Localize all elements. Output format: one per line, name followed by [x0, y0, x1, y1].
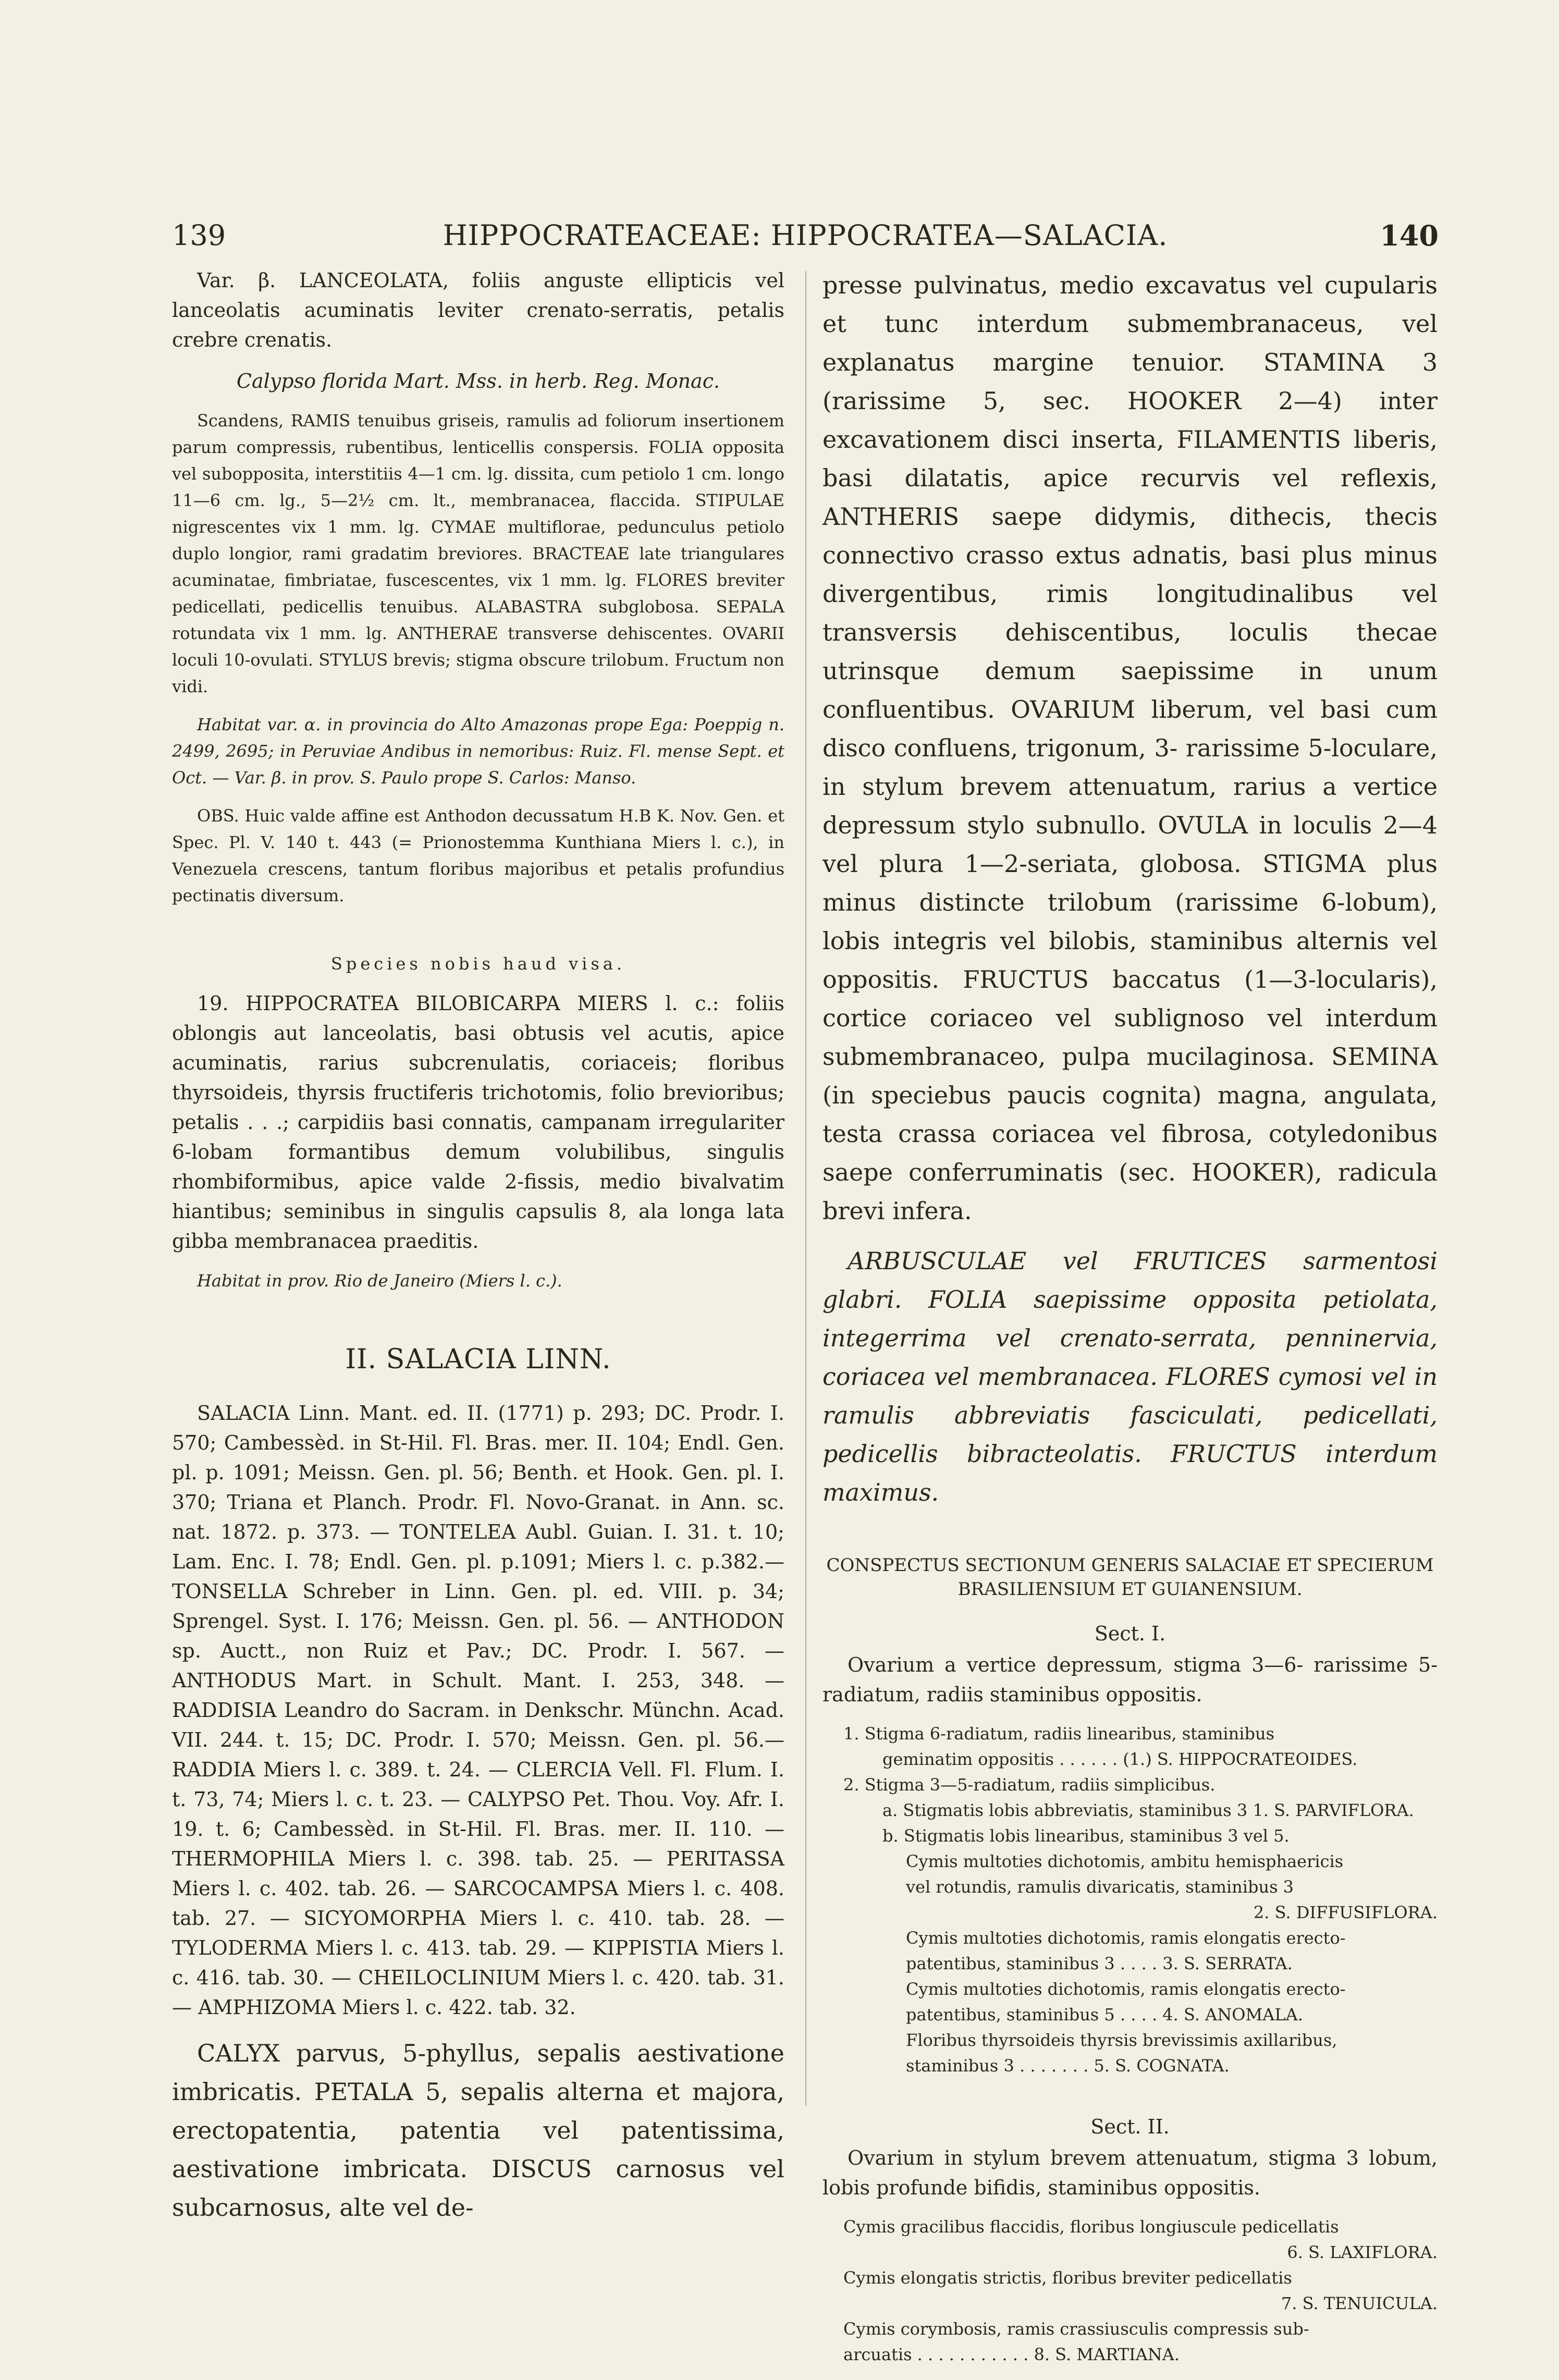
- key-line-text: staminibus 3 . . . . . . . 5. S. COGNATA.: [906, 2056, 1230, 2076]
- key-line-text: Cymis corymbosis, ramis crassiusculis compressis sub-: [843, 2319, 1309, 2339]
- section-2-key: [823, 2214, 1438, 2367]
- key-line-text: 7. S. TENUICULA.: [1281, 2293, 1438, 2313]
- synonym-line: Calypso florida Mart. Mss. in herb. Reg. Monac.: [236, 370, 720, 392]
- key-line: [823, 1925, 1438, 1951]
- key-line: [823, 1977, 1438, 2002]
- key-line-text: Cymis multoties dichotomis, ramis elongatis erecto-: [906, 1928, 1346, 1948]
- key-line-text: Cymis multoties dichotomis, ramis elongatis erecto-: [906, 1979, 1346, 1999]
- habit-description: ARBUSCULAE vel FRUTICES sarmentosi glabri. FOLIA saepissime opposita petiolata, integerrima vel crenato-serrata, penninervia, coriacea vel membranacea. FLORES cymosi vel in ramulis abbreviatis fasciculati, pedicellati, pedicellis bibracteolatis. FRUCTUS interdum maximus.: [823, 1247, 1438, 1506]
- key-line: [823, 1747, 1438, 1772]
- species-19-description: 19. HIPPOCRATEA BILOBICARPA MIERS l. c.: foliis oblongis aut lanceolatis, basi obtusis vel acutis, apice acuminatis, rarius subcrenulatis, coriaceis; floribus thyrsoideis, thyrsis fructiferis trichotomis, folio brevioribus; petalis . . .; carpidiis basi connatis, campanam irregulariter 6-lobam formantibus demum volubilibus, singulis rhombiformibus, apice valde 2-fissis, medio bivalvatim hiantibus; seminibus in singulis capsulis 8, ala longa lata gibba membranacea praeditis.: [172, 992, 784, 1253]
- key-line-text: Cymis elongatis strictis, floribus breviter pedicellatis: [843, 2268, 1292, 2288]
- key-line: [823, 1721, 1438, 1747]
- calyx-description: CALYX parvus, 5-phyllus, sepalis aestivatione imbricatis. PETALA 5, sepalis alterna et majora, erectopatentia, patentia vel patentissima, aestivatione imbricata. DISCUS carnosus vel subcarnosus, alte vel de-: [172, 2039, 784, 2222]
- key-line: [823, 2342, 1438, 2367]
- habitat-note: Habitat var. α. in provincia do Alto Amazonas prope Ega: Poeppig n. 2499, 2695; in Peruviae Andibus in nemoribus: Ruiz. Fl. mense Sept. et Oct. — Var. β. in prov. S. Paulo prope S. Carlos: Manso.: [172, 715, 784, 788]
- conspectus-heading: CONSPECTUS SECTIONUM GENERIS SALACIAE ET SPECIERUM BRASILIENSIUM ET GUIANENSIUM.: [826, 1555, 1434, 1600]
- key-line-text: patentibus, staminibus 5 . . . . 4. S. ANOMALA.: [906, 2005, 1303, 2025]
- key-line: [823, 2002, 1438, 2028]
- key-line: [823, 2291, 1438, 2316]
- variety-description: Var. β. LANCEOLATA, foliis anguste ellipticis vel lanceolatis acuminatis leviter crenato-serratis, petalis crebre crenatis.: [172, 269, 784, 351]
- key-line-text: 1. Stigma 6-radiatum, radiis linearibus, staminibus: [843, 1724, 1274, 1744]
- key-line: [823, 1849, 1438, 1874]
- morphology-description: Scandens, RAMIS tenuibus griseis, ramulis ad foliorum insertionem parum compressis, rubentibus, lenticellis conspersis. FOLIA opposita vel subopposita, interstitiis 4—1 cm. lg. dissita, cum petiolo 1 cm. longo 11—6 cm. lg., 5—2½ cm. lt., membranacea, flaccida. STIPULAE nigrescentes vix 1 mm. lg. CYMAE multiflorae, pedunculus petiolo duplo longior, rami gradatim breviores. BRACTEAE late triangulares acuminatae, fimbriatae, fuscescentes, vix 1 mm. lg. FLORES breviter pedicellati, pedicellis tenuibus. ALABASTRA subglobosa. SEPALA rotundata vix 1 mm. lg. ANTHERAE transverse dehiscentes. OVARII loculi 10-ovulati. STYLUS brevis; stigma obscure trilobum. Fructum non vidi.: [172, 411, 784, 696]
- left-column: [172, 266, 784, 2238]
- key-line-text: Floribus thyrsoideis thyrsis brevissimis axillaribus,: [906, 2030, 1337, 2050]
- key-line-text: arcuatis . . . . . . . . . . . 8. S. MARTIANA.: [843, 2345, 1180, 2364]
- key-line: [823, 2265, 1438, 2291]
- observation-note: OBS. Huic valde affine est Anthodon decussatum H.B K. Nov. Gen. et Spec. Pl. V. 140 t. 443 (= Prionostemma Kunthiana Miers l. c.), in Venezuela crescens, tantum floribus majoribus et petalis profundius pectinatis diversum.: [172, 806, 784, 905]
- key-line: [823, 2240, 1438, 2265]
- key-line: [823, 1772, 1438, 1798]
- section-1-key: [823, 1721, 1438, 2079]
- key-line-text: patentibus, staminibus 3 . . . . 3. S. SERRATA.: [906, 1954, 1293, 1973]
- key-line: [823, 1900, 1438, 1925]
- genus-synonymy: SALACIA Linn. Mant. ed. II. (1771) p. 293; DC. Prodr. I. 570; Cambessèd. in St-Hil. Fl. Bras. mer. II. 104; Endl. Gen. pl. p. 1091; Meissn. Gen. pl. 56; Benth. et Hook. Gen. pl. I. 370; Triana et Planch. Prodr. Fl. Novo-Granat. in Ann. sc. nat. 1872. p. 373. — TONTELEA Aubl. Guian. I. 31. t. 10; Lam. Enc. I. 78; Endl. Gen. pl. p.1091; Miers l. c. p.382.— TONSELLA Schreber in Linn. Gen. pl. ed. VIII. p. 34; Sprengel. Syst. I. 176; Meissn. Gen. pl. 56. — ANTHODON sp. Auctt., non Ruiz et Pav.; DC. Prodr. I. 567. — ANTHODUS Mart. in Schult. Mant. I. 253, 348. — RADDISIA Leandro do Sacram. in Denkschr. Münchn. Acad. VII. 244. t. 15; DC. Prodr. I. 570; Meissn. Gen. pl. 56.— RADDIA Miers l. c. 389. t. 24. — CLERCIA Vell. Fl. Flum. I. t. 73, 74; Miers l. c. t. 23. — CALYPSO Pet. Thou. Voy. Afr. I. 19. t. 6; Cambessèd. in St-Hil. Fl. Bras. mer. II. 110. — THERMOPHILA Miers l. c. 398. tab. 25. — PERITASSA Miers l. c. 402. tab. 26. — SARCOCAMPSA Miers l. c. 408. tab. 27. — SICYOMORPHA Miers l. c. 410. tab. 28. — TYLODERMA Miers l. c. 413. tab. 29. — KIPPISTIA Miers l. c. 416. tab. 30. — CHEILOCLINIUM Miers l. c. 420. tab. 31. — AMPHIZOMA Miers l. c. 422. tab. 32.: [172, 1402, 784, 2019]
- key-line: [823, 1798, 1438, 1823]
- key-line: [823, 1874, 1438, 1900]
- right-column: [823, 266, 1438, 2367]
- key-line-text: b. Stigmatis lobis linearibus, staminibus 3 vel 5.: [882, 1826, 1290, 1846]
- key-line-text: Cymis multoties dichotomis, ambitu hemisphaericis: [906, 1851, 1344, 1871]
- section-1-description: Ovarium a vertice depressum, stigma 3—6- rarissime 5-radiatum, radiis staminibus oppositis.: [823, 1653, 1438, 1706]
- running-header: [172, 214, 1439, 261]
- genus-description-continued: presse pulvinatus, medio excavatus vel cupularis et tunc interdum submembranaceus, vel explanatus margine tenuior. STAMINA 3 (rarissime 5, sec. HOOKER 2—4) inter excavationem disci inserta, FILAMENTIS liberis, basi dilatatis, apice recurvis vel reflexis, ANTHERIS saepe didymis, dithecis, thecis connectivo crasso extus adnatis, basi plus minus divergentibus, rimis longitudinalibus vel transversis dehiscentibus, loculis thecae utrinsque demum saepissime in unum confluentibus. OVARIUM liberum, vel basi cum disco confluens, trigonum, 3- rarissime 5-loculare, in stylum brevem attenuatum, rarius a vertice depressum stylo subnullo. OVULA in loculis 2—4 vel plura 1—2-seriata, globosa. STIGMA plus minus distincte trilobum (rarissime 6-lobum), lobis integris vel bilobis, staminibus alternis vel oppositis. FRUCTUS baccatus (1—3-locularis), cortice coriaceo vel sublignoso vel interdum submembranaceo, pulpa mucilaginosa. SEMINA (in speciebus paucis cognita) magna, angulata, testa crassa coriacea vel fibrosa, cotyledonibus saepe conferruminatis (sec. HOOKER), radicula brevi infera.: [823, 271, 1438, 1225]
- key-line-text: 2. Stigma 3—5-radiatum, radiis simplicibus.: [843, 1775, 1216, 1795]
- section-2-description: Ovarium in stylum brevem attenuatum, stigma 3 lobum, lobis profunde bifidis, staminibus oppositis.: [823, 2146, 1438, 2199]
- section-2-heading: Sect. II.: [1090, 2115, 1170, 2138]
- column-divider: [805, 271, 806, 2106]
- key-line: [823, 2053, 1438, 2079]
- species-19-habitat: Habitat in prov. Rio de Janeiro (Miers l. c.).: [197, 1271, 562, 1291]
- page-number-right: 140: [1380, 219, 1439, 252]
- species-not-seen: Species nobis haud visa.: [330, 954, 626, 974]
- key-line-text: vel rotundis, ramulis divaricatis, staminibus 3: [906, 1877, 1294, 1897]
- key-line-text: Cymis gracilibus flaccidis, floribus longiuscule pedicellatis: [843, 2217, 1339, 2237]
- key-line: [823, 1951, 1438, 1977]
- key-line: [823, 2316, 1438, 2342]
- key-line: [823, 1823, 1438, 1849]
- key-line: [823, 2028, 1438, 2053]
- running-title: HIPPOCRATEACEAE: HIPPOCRATEA—SALACIA.: [443, 219, 1168, 252]
- genus-heading: II. SALACIA LINN.: [345, 1344, 611, 1375]
- section-1-heading: Sect. I.: [1094, 1622, 1166, 1645]
- key-line-text: geminatim oppositis . . . . . . (1.) S. HIPPOCRATEOIDES.: [882, 1749, 1358, 1769]
- key-line-text: a. Stigmatis lobis abbreviatis, staminibus 3 1. S. PARVIFLORA.: [882, 1800, 1414, 1820]
- key-line: [823, 2214, 1438, 2240]
- key-line-text: 6. S. LAXIFLORA.: [1287, 2242, 1438, 2262]
- page-number-left: 139: [172, 219, 226, 252]
- key-line-text: 2. S. DIFFUSIFLORA.: [1253, 1903, 1438, 1922]
